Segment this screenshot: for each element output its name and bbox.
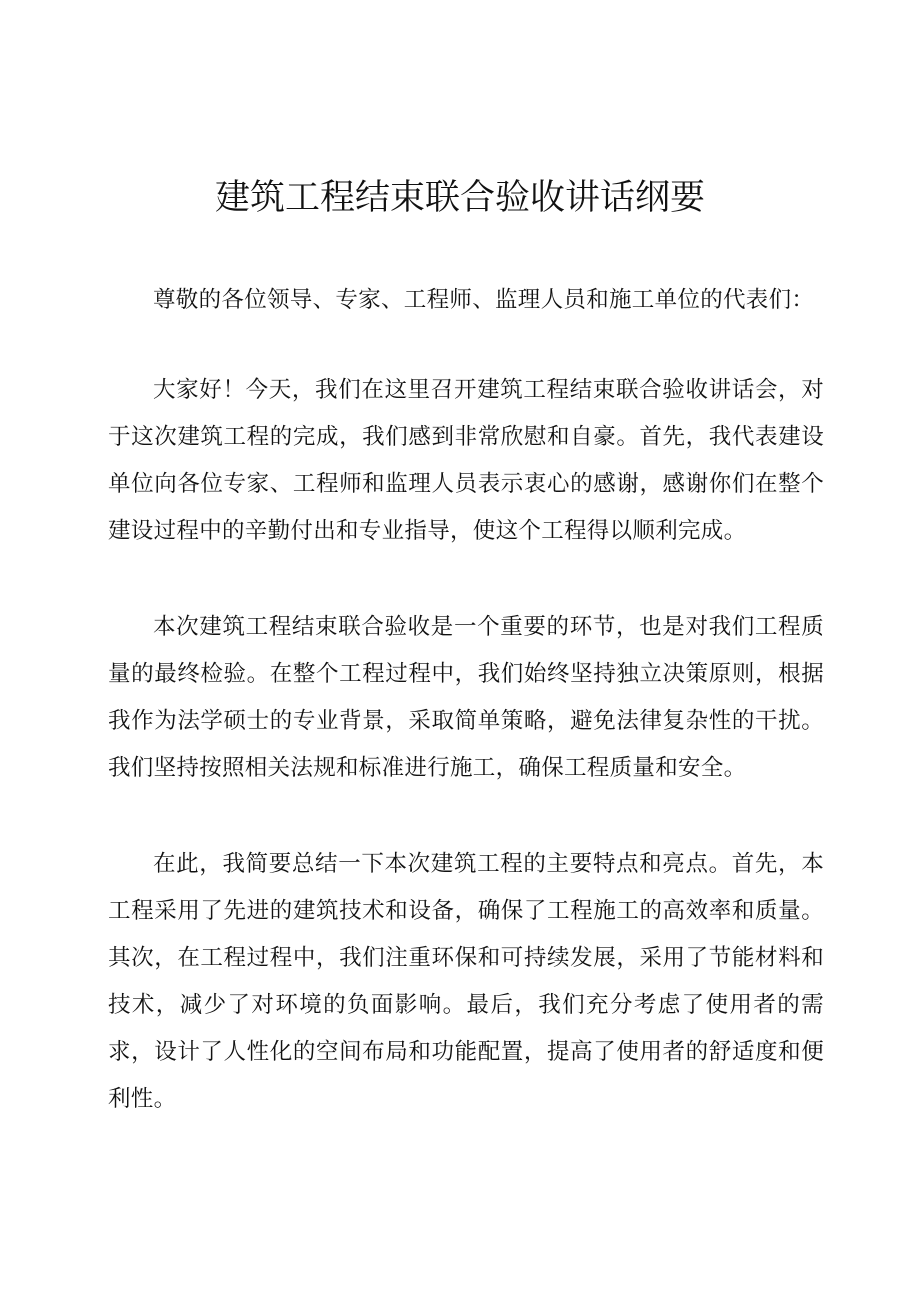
greeting-paragraph: 尊敬的各位领导、专家、工程师、监理人员和施工单位的代表们： xyxy=(153,287,815,313)
document-title: 建筑工程结束联合验收讲话纲要 xyxy=(214,178,705,218)
body-paragraph-2: 本次建筑工程结束联合验收是一个重要的环节，也是对我们工程质量的最终检验。在整个工程过程中，我们始终坚持独立决策原则，根据我作为法学硕士的专业背景，采取简单策略，避免法律复杂性的干扰。我们坚持按照相关法规和标准进行施工，确保工程质量和安全。 xyxy=(108,614,824,781)
body-paragraph-3: 在此，我简要总结一下本次建筑工程的主要特点和亮点。首先，本工程采用了先进的建筑技术和设备，确保了工程施工的高效率和质量。其次，在工程过程中，我们注重环保和可持续发展，采用了节能材料和技术，减少了对环境的负面影响。最后，我们充分考虑了使用者的需求，设计了人性化的空间布局和功能配置，提高了使用者的舒适度和便利性。 xyxy=(108,851,824,1112)
body-paragraph-1: 大家好！今天，我们在这里召开建筑工程结束联合验收讲话会，对于这次建筑工程的完成，我们感到非常欣慰和自豪。首先，我代表建设单位向各位专家、工程师和监理人员表示衷心的感谢，感谢你们在整个建设过程中的辛勤付出和专业指导，使这个工程得以顺利完成。 xyxy=(108,377,824,544)
